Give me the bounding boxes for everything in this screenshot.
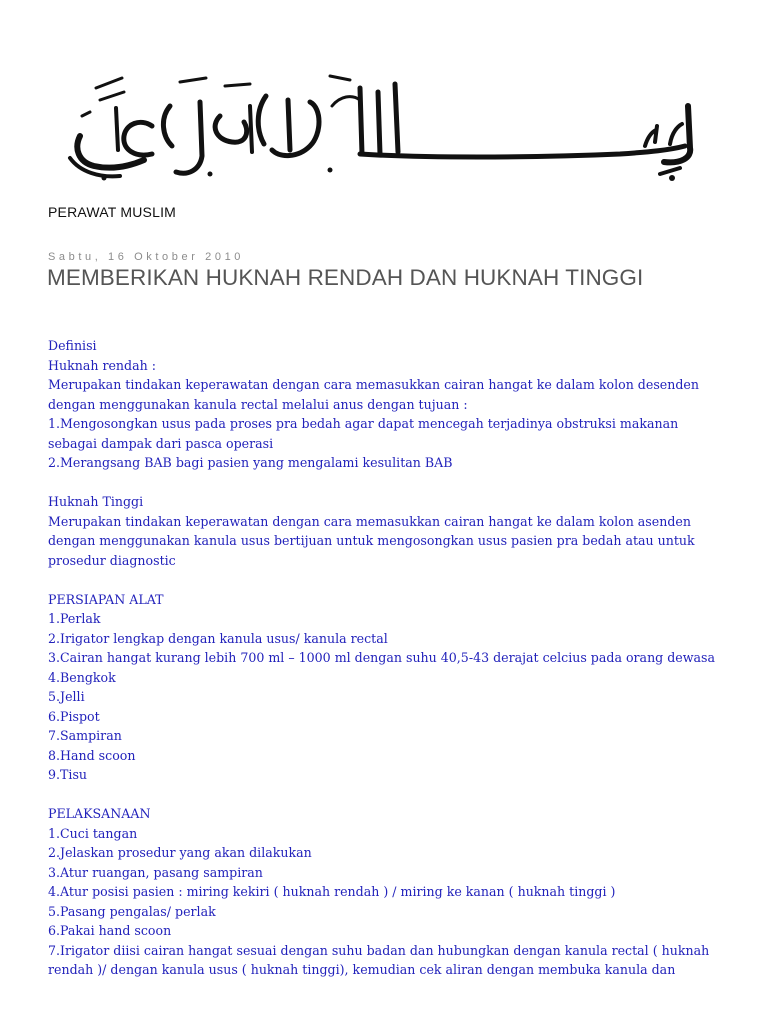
body-line: 4.Atur posisi pasien : miring kekiri ( huknah rendah ) / miring ke kanan ( huknah tinggi ) bbox=[48, 884, 616, 899]
body-line: 3.Atur ruangan, pasang sampiran bbox=[48, 864, 263, 880]
body-line: 1.Perlak bbox=[48, 611, 101, 626]
blog-title[interactable]: PERAWAT MUSLIM bbox=[48, 204, 177, 220]
post-date: Sabtu, 16 Oktober 2010 bbox=[48, 251, 245, 263]
body-line: Merupakan tindakan keperawatan dengan cara memasukkan cairan hangat ke dalam kolon asenden bbox=[48, 513, 691, 529]
body-line: 4.Bengkok bbox=[48, 669, 116, 685]
body-line: 2.Merangsang BAB bagi pasien yang mengalami kesulitan BAB bbox=[48, 455, 453, 470]
blank-line bbox=[48, 570, 728, 590]
blank-line bbox=[48, 473, 728, 493]
body-line: 2.Jelaskan prosedur yang akan dilakukan bbox=[48, 845, 312, 860]
body-line: 5.Pasang pengalas/ perlak bbox=[48, 903, 216, 919]
body-line: Definisi bbox=[48, 338, 97, 353]
body-line: prosedur diagnostic bbox=[48, 552, 176, 568]
body-line: PELAKSANAAN bbox=[48, 806, 151, 821]
body-line: 7.Irigator diisi cairan hangat sesuai dengan suhu badan dan hubungkan dengan kanula rectal ( huknah bbox=[48, 942, 710, 958]
body-line: sebagai dampak dari pasca operasi bbox=[48, 435, 274, 451]
body-line: Merupakan tindakan keperawatan dengan cara memasukkan cairan hangat ke dalam kolon desenden bbox=[48, 377, 699, 392]
body-line: dengan menggunakan kanula usus bertijuan untuk mengosongkan usus pasien pra bedah atau untuk bbox=[48, 533, 695, 548]
body-line: 3.Cairan hangat kurang lebih 700 ml – 1000 ml dengan suhu 40,5-43 derajat celcius pada orang dewasa bbox=[48, 650, 716, 665]
body-line: 8.Hand scoon bbox=[48, 747, 136, 763]
body-line: 6.Pispot bbox=[48, 708, 100, 724]
body-line: 5.Jelli bbox=[48, 689, 85, 704]
body-line: 2.Irigator lengkap dengan kanula usus/ kanula rectal bbox=[48, 630, 388, 646]
body-line: PERSIAPAN ALAT bbox=[48, 591, 164, 607]
body-line: Huknah Tinggi bbox=[48, 494, 144, 509]
blank-line bbox=[48, 785, 728, 805]
body-line: 1.Cuci tangan bbox=[48, 825, 138, 841]
body-line: 6.Pakai hand scoon bbox=[48, 923, 172, 938]
post-body bbox=[48, 336, 728, 980]
bismillah-calligraphy-icon bbox=[60, 66, 710, 186]
body-line: dengan menggunakan kanula rectal melalui anus dengan tujuan : bbox=[48, 396, 468, 412]
body-line: 7.Sampiran bbox=[48, 728, 122, 743]
body-line: Huknah rendah : bbox=[48, 357, 156, 373]
post-title[interactable]: MEMBERIKAN HUKNAH RENDAH DAN HUKNAH TINGGI bbox=[47, 265, 644, 290]
body-line: 1.Mengosongkan usus pada proses pra bedah agar dapat mencegah terjadinya obstruksi makanan bbox=[48, 416, 679, 431]
body-line: rendah )/ dengan kanula usus ( huknah tinggi), kemudian cek aliran dengan membuka kanula dan bbox=[48, 962, 676, 977]
body-line: 9.Tisu bbox=[48, 767, 88, 782]
